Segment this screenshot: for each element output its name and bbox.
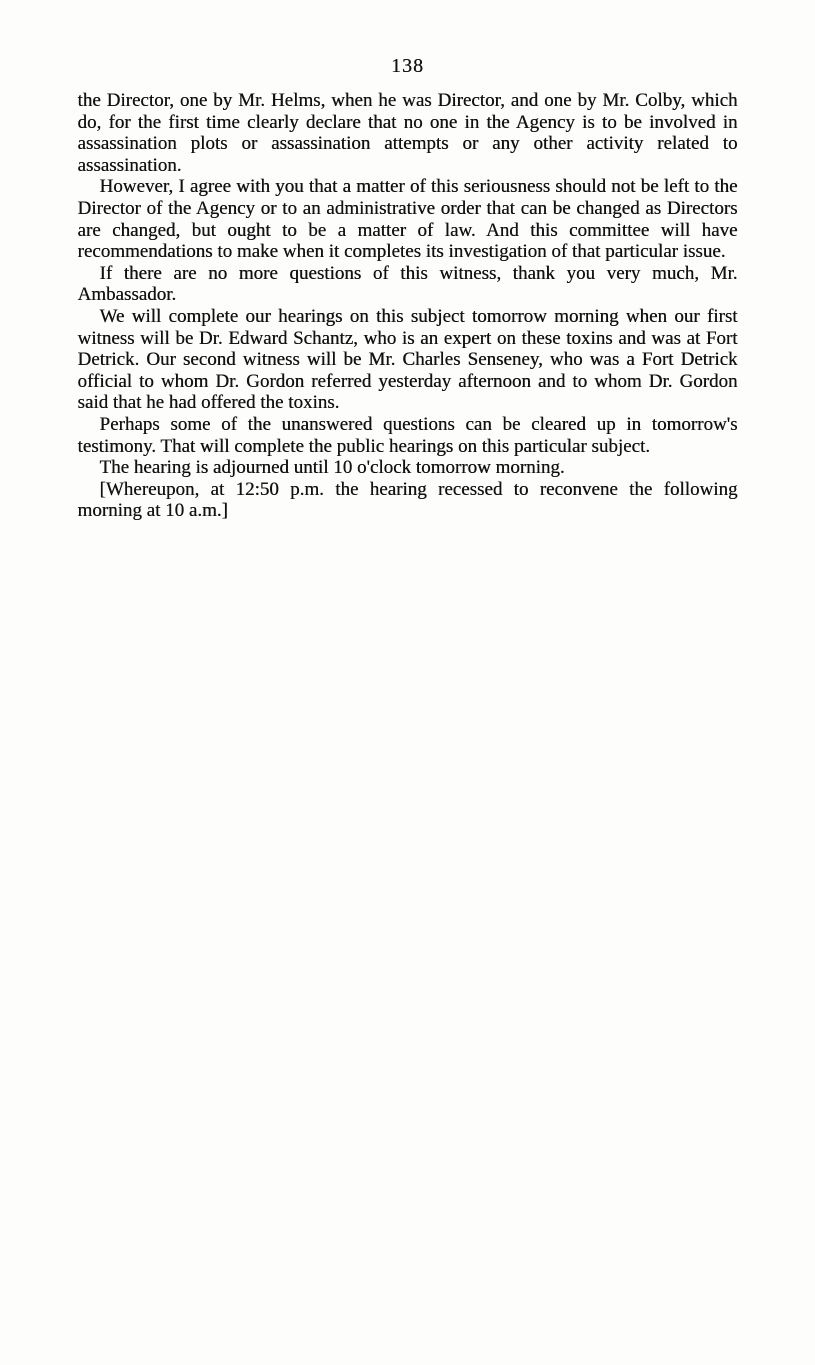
paragraph-bracketed-note: [Whereupon, at 12:50 p.m. the hearing recessed to reconvene the following morning at 10 a.m.] — [77, 478, 738, 522]
page-number: 138 — [391, 55, 424, 77]
paragraph: Perhaps some of the unanswered questions can be cleared up in tomorrow's testimony. That will complete the public hearings on this particular subject. — [77, 413, 738, 457]
paragraph: However, I agree with you that a matter of this seriousness should not be left to the Director of the Agency or to an administrative order that can be changed as Directors are changed, but ought to be a matter of law. And this committee will have recommendations to make when it completes its investigation of that particular issue. — [77, 176, 738, 263]
paragraph: If there are no more questions of this witness, thank you very much, Mr. Ambassador. — [77, 262, 738, 306]
paragraph: The hearing is adjourned until 10 o'clock tomorrow morning. — [99, 457, 565, 479]
paragraph-continuation: the Director, one by Mr. Helms, when he was Director, and one by Mr. Colby, which do, for the first time clearly declare that no one in the Agency is to be involved in assassination plots or assassination attempts or any other activity related to assassination. — [77, 90, 738, 176]
paragraph: We will complete our hearings on this subject tomorrow morning when our first witness will be Dr. Edward Schantz, who is an expert on these toxins and was at Fort Detrick. Our second witness will be Mr. Charles Senseney, who was a Fort Detrick official to whom Dr. Gordon referred yesterday afternoon and to whom Dr. Gordon said that he had offered the toxins. — [77, 305, 738, 414]
transcript-body — [78, 90, 738, 522]
